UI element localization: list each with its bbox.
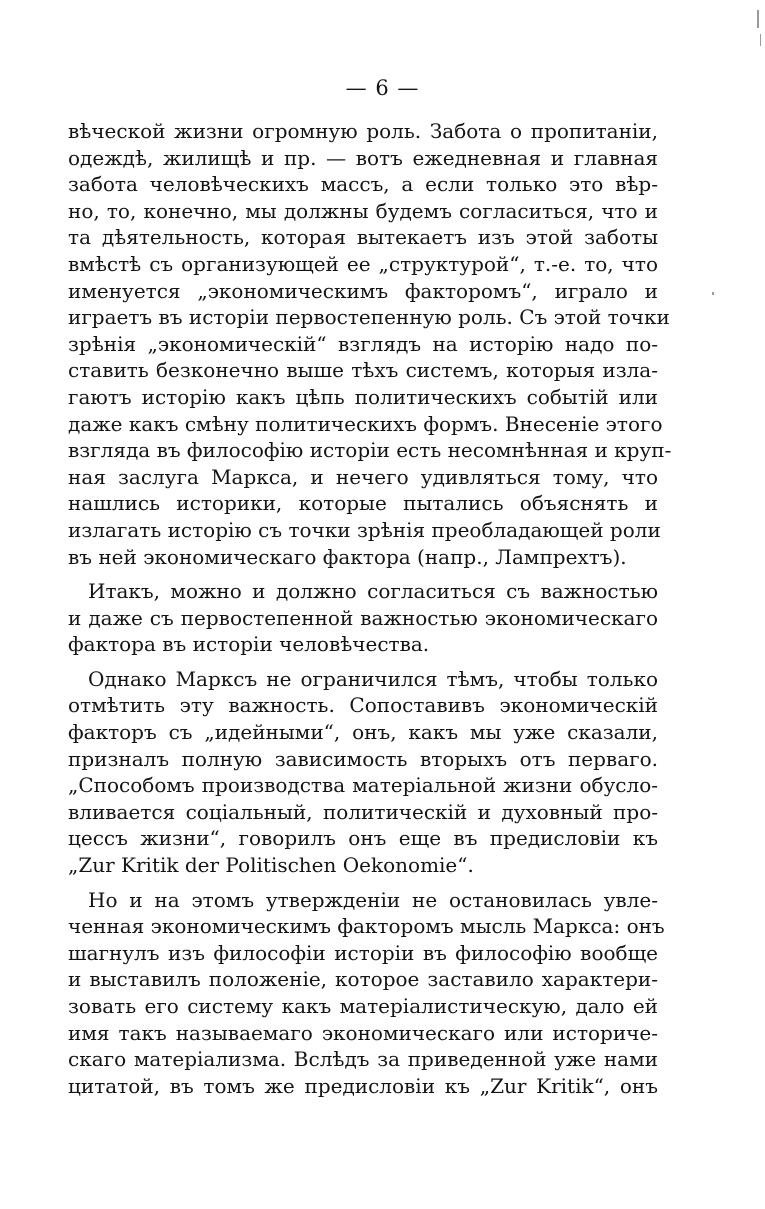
text-line: ная заслуга Маркса, и нечего удивляться тому, что: [68, 464, 658, 489]
text-line: но, то, конечно, мы должны будемъ согласиться, что и: [68, 198, 658, 223]
body-text: [68, 118, 672, 1099]
text-line: и выставилъ положеніе, которое заставило характери-: [68, 967, 658, 992]
text-line: даже какъ смѣну политическихъ формъ. Внесеніе этого: [68, 411, 663, 436]
text-line: ченная экономическимъ факторомъ мысль Маркса: онъ: [68, 914, 665, 939]
text-line: ставить безконечно выше тѣхъ системъ, которыя изла-: [68, 358, 658, 383]
text-line: въ ней экономическаго фактора (напр., Лампрехтъ).: [68, 544, 627, 569]
text-line: Однако Марксъ не ограничился тѣмъ, чтобы только: [88, 666, 658, 691]
text-line: нашлись историки, которые пытались объяснять и: [68, 491, 658, 516]
text-line: излагать исторію съ точки зрѣнія преобладающей роли: [68, 517, 661, 542]
scan-artifact: [757, 10, 759, 28]
text-line: „Zur Kritik der Politischen Oekonomie“.: [68, 853, 474, 878]
text-line: отмѣтить эту важность. Сопоставивъ экономическій: [68, 693, 658, 718]
text-line: скаго матеріализма. Вслѣдъ за приведенной уже нами: [68, 1047, 658, 1072]
text-line: забота человѣческихъ массъ, а если только это вѣр-: [68, 172, 658, 197]
text-line: шагнулъ изъ философіи исторіи въ философію вообще: [68, 940, 658, 965]
text-line: гаютъ исторію какъ цѣпь политическихъ событій или: [68, 384, 658, 409]
text-line: цитатой, въ томъ же предисловіи къ „Zur Kritik“, онъ: [68, 1073, 658, 1098]
text-line: зовать его систему какъ матеріалистическую, дало ей: [68, 994, 658, 1018]
paragraph-2: [68, 578, 658, 658]
scan-artifact: [760, 34, 761, 46]
text-line: вливается соціальный, политическій и духовный про-: [68, 799, 658, 824]
page-number: — 6 —: [345, 76, 420, 100]
text-line: та дѣятельность, которая вытекаетъ изъ этой заботы: [68, 225, 658, 250]
text-line: вѣческой жизни огромную роль. Забота о пропитаніи,: [68, 119, 658, 143]
text-line: Но и на этомъ утвержденіи не остановилась увле-: [88, 887, 658, 912]
text-line: Итакъ, можно и должно согласиться съ важностью: [88, 579, 658, 604]
text-line: цессъ жизни“, говорилъ онъ еще въ предисловіи къ: [68, 826, 658, 851]
text-line: зрѣнія „экономическій“ взглядъ на исторію надо по-: [68, 331, 658, 356]
text-line: имя такъ называемаго экономическаго или историче-: [68, 1020, 658, 1045]
text-line: взгляда въ философію исторіи есть несомнѣнная и круп-: [68, 438, 672, 463]
text-line: играетъ въ исторіи первостепенную роль. Съ этой точки: [68, 305, 670, 330]
text-line: одеждѣ, жилищѣ и пр. — вотъ ежедневная и главная: [68, 145, 658, 170]
paragraph-3: [68, 666, 658, 879]
text-line: вмѣстѣ съ организующей ее „структурой“, т.-е. то, что: [68, 251, 658, 276]
text-line: призналъ полную зависимость вторыхъ отъ перваго.: [68, 746, 658, 771]
paragraph-1: [68, 118, 672, 570]
text-line: факторъ съ „идейными“, онъ, какъ мы уже сказали,: [68, 720, 658, 745]
text-line: именуется „экономическимъ факторомъ“, играло и: [68, 278, 658, 303]
text-line: „Способомъ производства матеріальной жизни обусло-: [68, 773, 658, 798]
text-line: фактора въ исторіи человѣчества.: [68, 632, 430, 657]
scan-artifact: [712, 292, 714, 295]
text-line: и даже съ первостепенной важностью экономическаго: [68, 605, 658, 630]
paragraph-4: [68, 887, 665, 1100]
